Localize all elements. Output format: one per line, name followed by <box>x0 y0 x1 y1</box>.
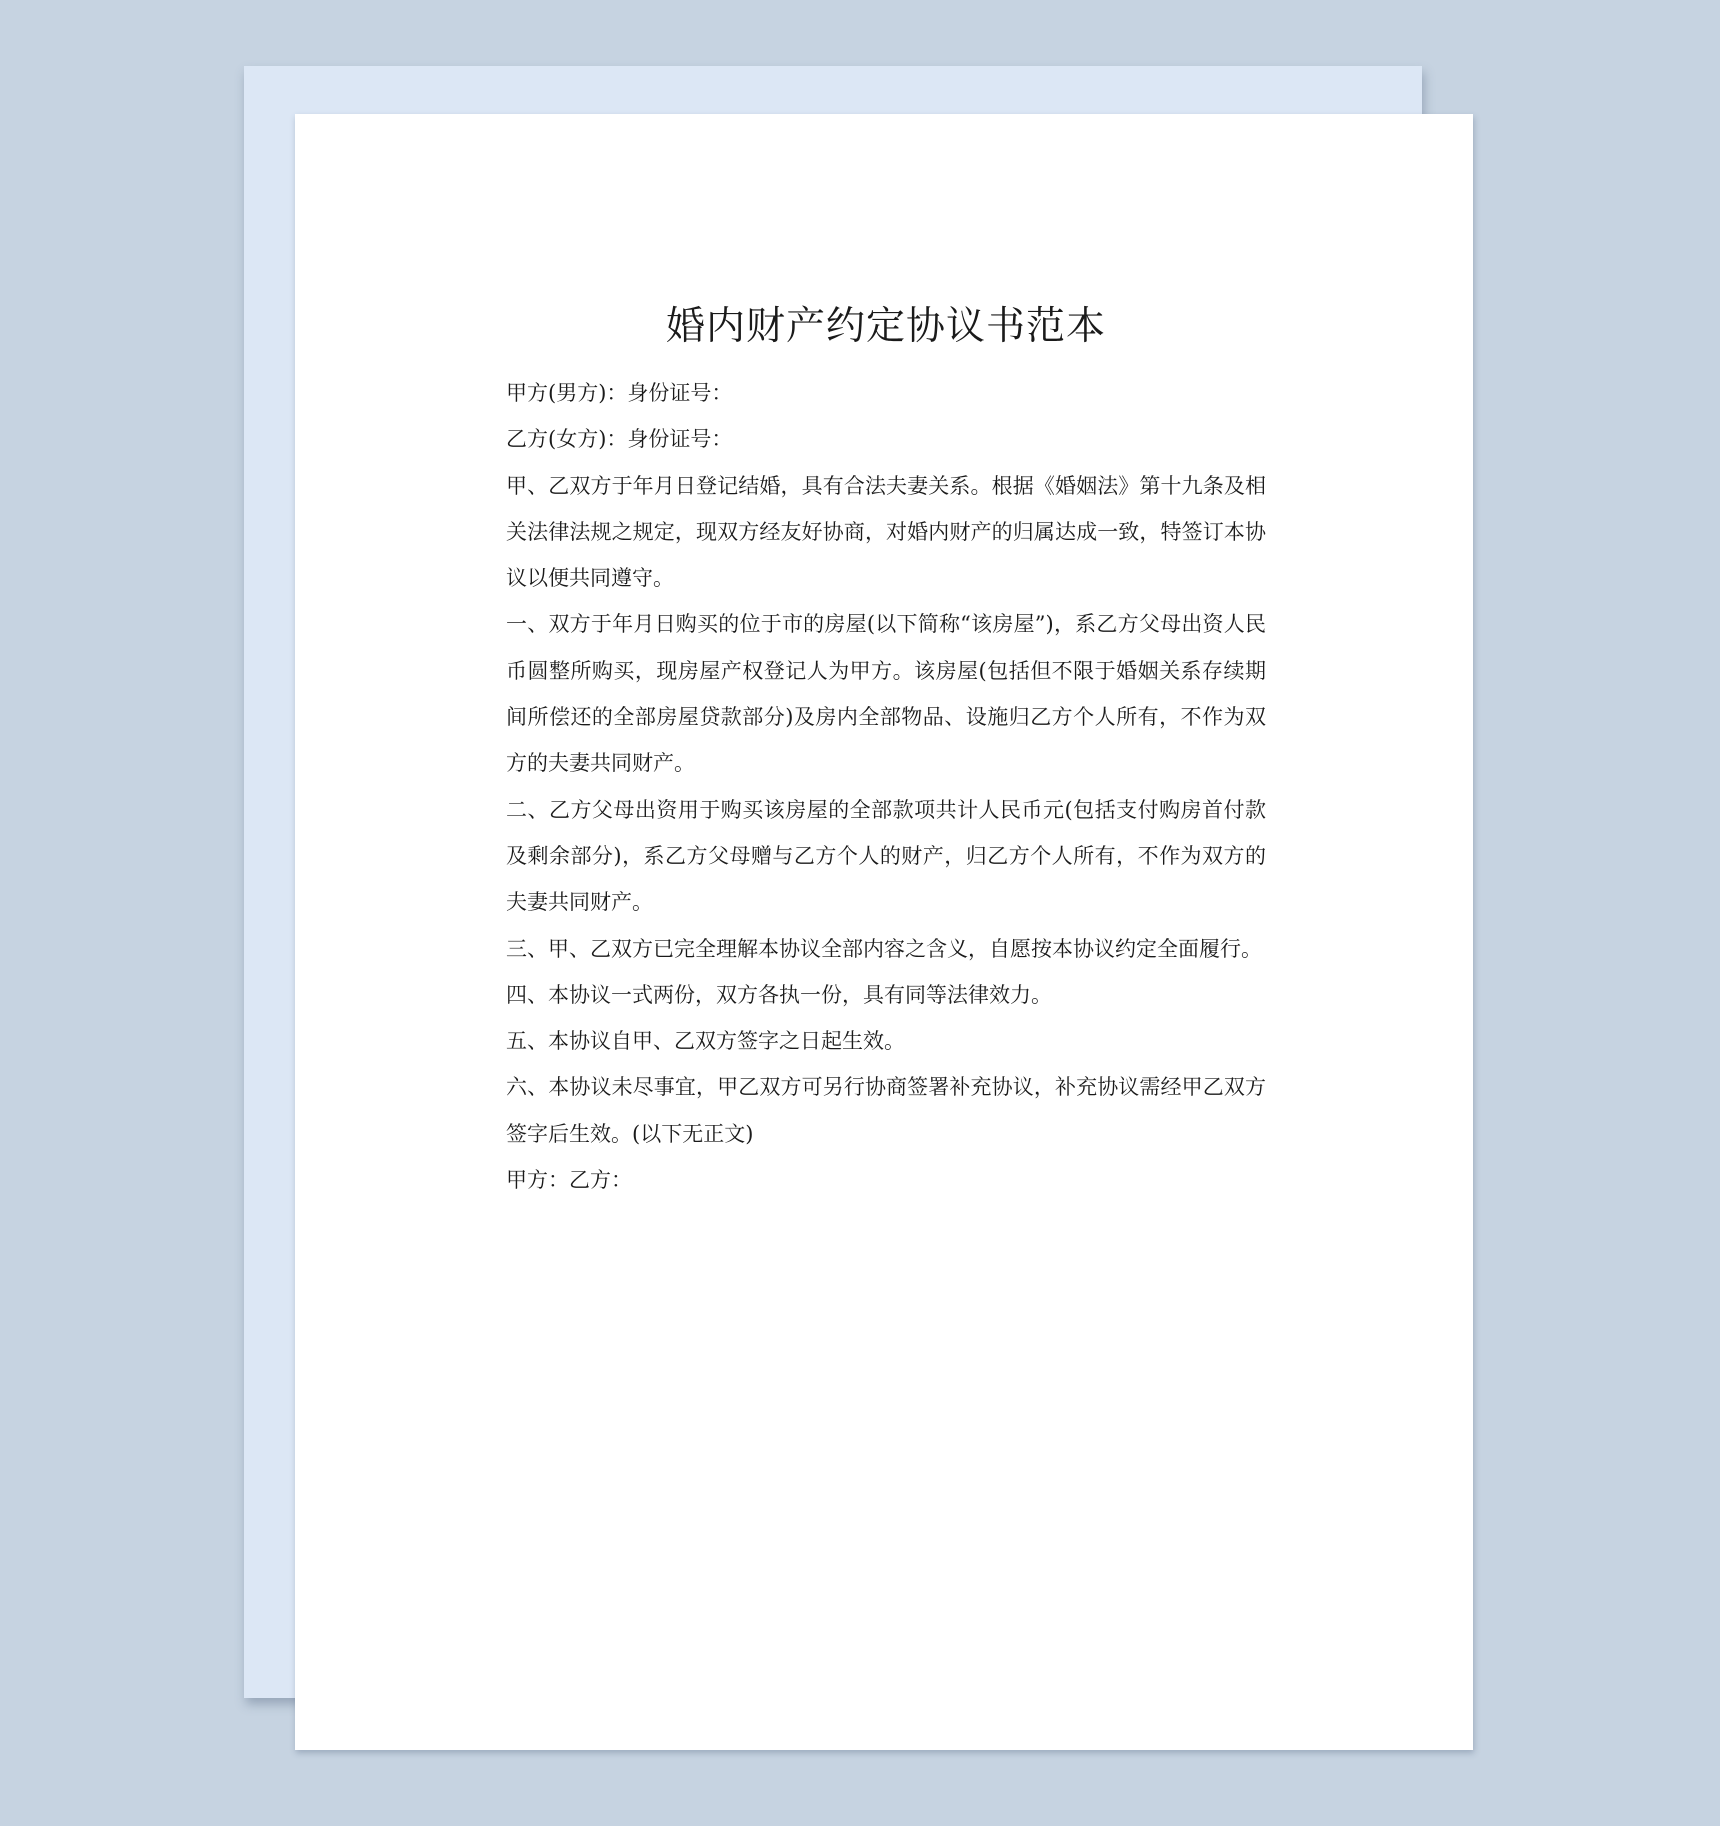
clause-2: 二、乙方父母出资用于购买该房屋的全部款项共计人民币元(包括支付购房首付款及剩余部分)，系乙方父母赠与乙方个人的财产，归乙方个人所有，不作为双方的夫妻共同财产。 <box>506 797 1266 915</box>
party-a-line: 甲方(男方)：身份证号： <box>506 381 733 405</box>
document-page <box>295 114 1473 1750</box>
clause-5: 五、本协议自甲、乙双方签字之日起生效。 <box>506 1029 905 1054</box>
clause-3: 三、甲、乙双方已完全理解本协议全部内容之含义，自愿按本协议约定全面履行。 <box>506 936 1262 961</box>
clause-1: 一、双方于年月日购买的位于市的房屋(以下简称“该房屋”)，系乙方父母出资人民币圆整所购买，现房屋产权登记人为甲方。该房屋(包括但不限于婚姻关系存续期间所偿还的全部房屋贷款部分)及房内全部物品、设施归乙方个人所有，不作为双方的夫妻共同财产。 <box>506 612 1266 776</box>
clause-6: 六、本协议未尽事宜，甲乙双方可另行协商签署补充协议，补充协议需经甲乙双方签字后生效。(以下无正文) <box>506 1075 1266 1146</box>
signature-line: 甲方：乙方： <box>506 1168 632 1193</box>
party-b-line: 乙方(女方)：身份证号： <box>506 427 733 452</box>
clause-4: 四、本协议一式两份，双方各执一份，具有同等法律效力。 <box>506 982 1052 1007</box>
document-title: 婚内财产约定协议书范本 <box>665 304 1106 349</box>
document-body <box>506 298 1266 1203</box>
preamble-paragraph: 甲、乙双方于年月日登记结婚，具有合法夫妻关系。根据《婚姻法》第十九条及相关法律法规之规定，现双方经友好协商，对婚内财产的归属达成一致，特签订本协议以便共同遵守。 <box>506 473 1266 591</box>
